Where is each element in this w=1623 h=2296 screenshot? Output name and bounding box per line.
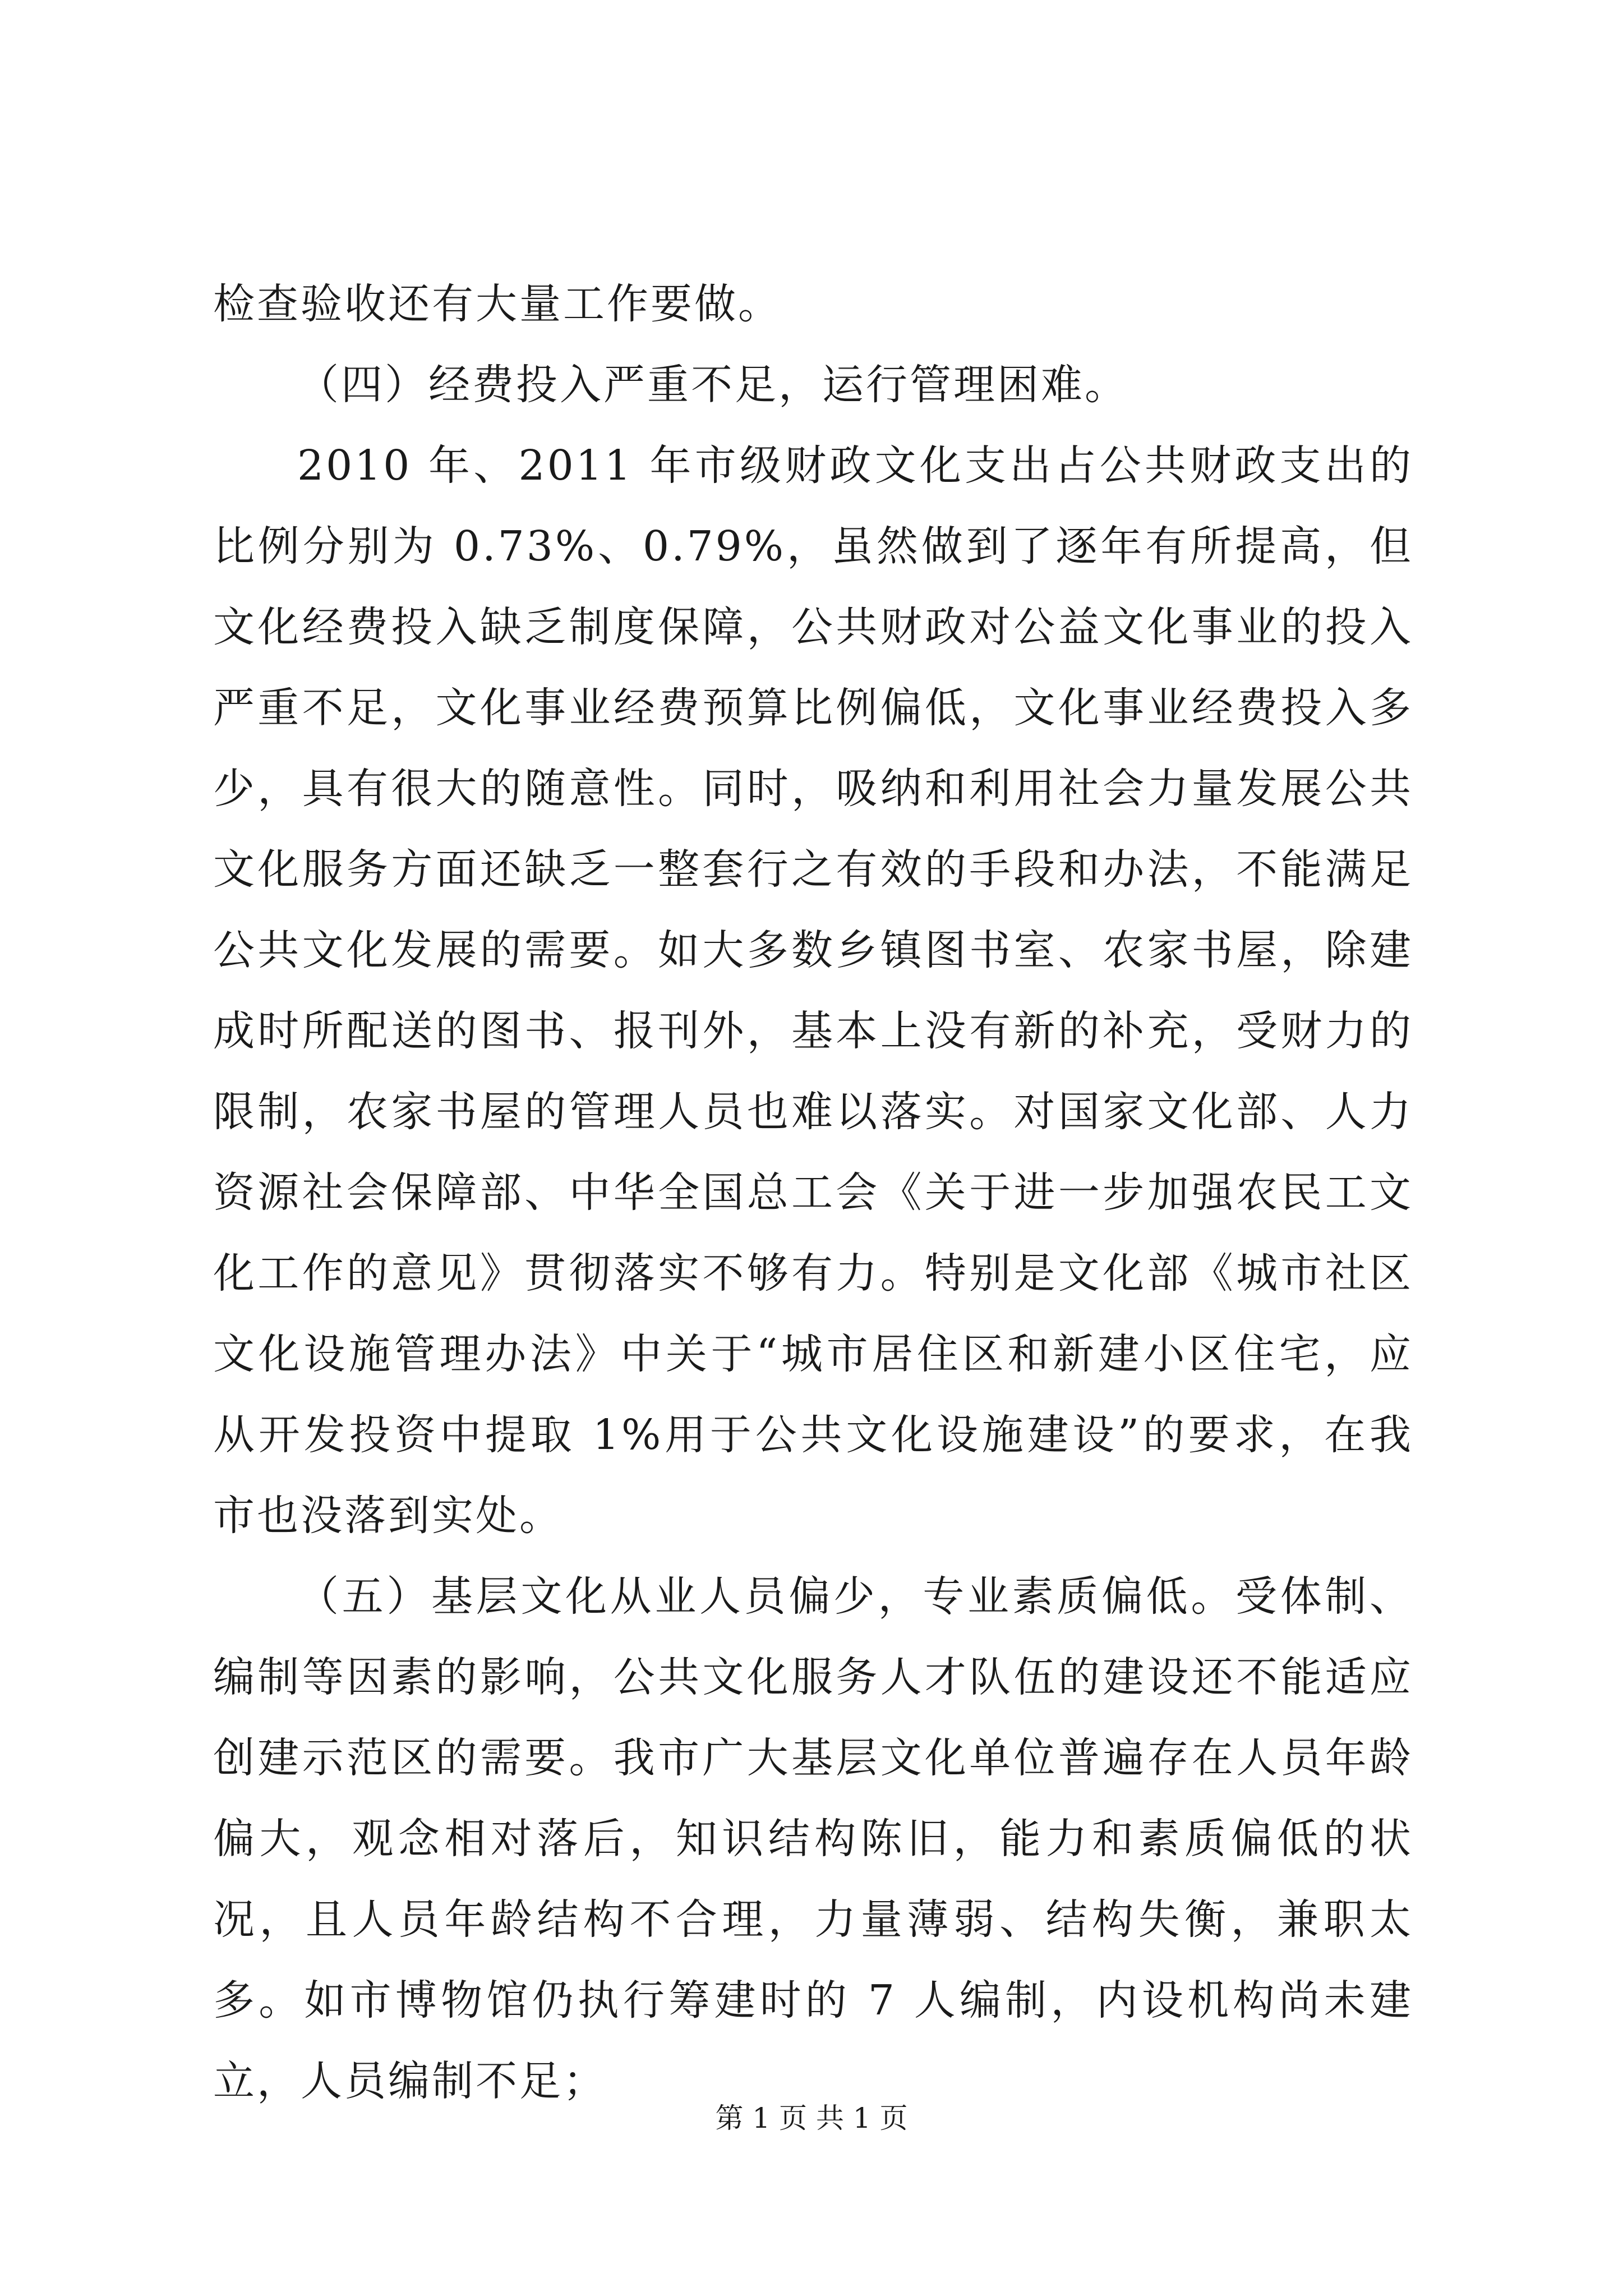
section-heading-5-paragraph: （五）基层文化从业人员偏少，专业素质偏低。受体制、编制等因素的影响，公共文化服务人才队伍的建设还不能适应创建示范区的需要。我市广大基层文化单位普遍存在人员年龄偏大，观念相对落后，知识结构陈旧，能力和素质偏低的状况，且人员年龄结构不合理，力量薄弱、结构失衡，兼职太多。如市博物馆仍执行筹建时的 7 人编制，内设机构尚未建立，人员编制不足； (213, 1572, 1413, 2105)
paragraph-funding: 2010 年、2011 年市级财政文化支出占公共财政支出的比例分别为 0.73%、0.79%，虽然做到了逐年有所提高，但文化经费投入缺乏制度保障，公共财政对公益文化事业的投入严重不足，文化事业经费预算比例偏低，文化事业经费投入多少，具有很大的随意性。同时，吸纳和利用社会力量发展公共文化服务方面还缺乏一整套行之有效的手段和办法，不能满足公共文化发展的需要。如大多数乡镇图书室、农家书屋，除建成时所配送的图书、报刊外，基本上没有新的补充，受财力的限制，农家书屋的管理人员也难以落实。对国家文化部、人力资源社会保障部、中华全国总工会《关于进一步加强农民工文化工作的意见》贯彻落实不够有力。特别是文化部《城市社区文化设施管理办法》中关于“城市居住区和新建小区住宅，应从开发投资中提取 1%用于公共文化设施建设”的要求，在我市也没落到实处。 (213, 441, 1413, 1540)
section-heading-4: （四）经费投入严重不足，运行管理困难。 (297, 361, 1128, 409)
document-body (213, 264, 1413, 2122)
paragraph-continuation: 检查验收还有大量工作要做。 (213, 280, 782, 328)
page-footer: 第 1 页 共 1 页 (715, 2102, 908, 2134)
